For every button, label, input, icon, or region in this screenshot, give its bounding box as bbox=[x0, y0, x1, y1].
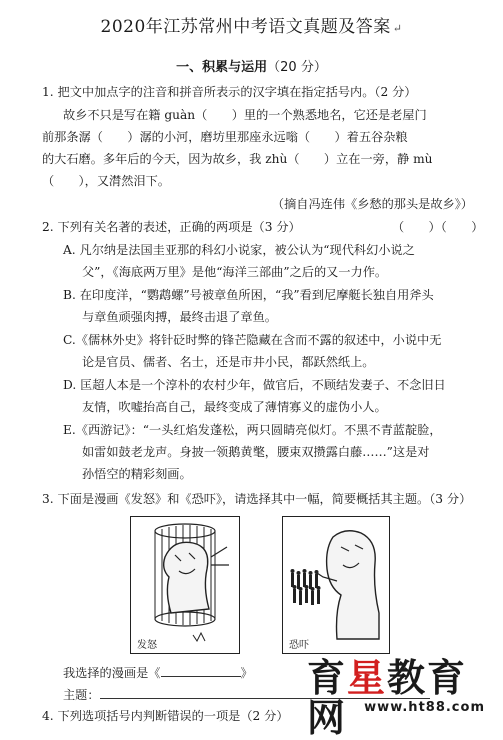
q1-source: （摘自冯连伟《乡愁的那头是故乡》） bbox=[271, 197, 473, 211]
cartoon-anger-caption: 发怒 bbox=[137, 640, 157, 651]
q1-stem: 1. 把文中加点字的注音和拼音所表示的汉字填在指定括号内。（2 分） bbox=[42, 85, 417, 99]
paragraph-mark-icon: ↵ bbox=[392, 22, 403, 35]
cartoon-threat-drawing bbox=[283, 517, 389, 653]
watermark-brand bbox=[307, 658, 497, 738]
q2-option-c-line-2: 论是官员、儒者、名士，还是市井小民，都跃然纸上。 bbox=[82, 355, 375, 369]
cartoon-anger-drawing bbox=[131, 517, 239, 653]
q2-option-e-line-1: E.《西游记》：“一头红焰发蓬松，两只圆睛亮似灯。不黑不青蓝靛脸， bbox=[63, 423, 442, 437]
q2-option-e-line-2: 如雷如鼓老龙声。身披一领鹅黄氅，腰束双攒露白藤……”这是对 bbox=[82, 445, 430, 459]
cartoon-pair bbox=[130, 516, 390, 654]
q2-option-c-line-1: C.《儒林外史》将针砭时弊的锋芒隐藏在含而不露的叙述中，小说中无 bbox=[63, 333, 442, 347]
q1-passage-line-1: 故乡不只是写在籍 guàn（ ）里的一个熟悉地名，它还是老屋门 bbox=[63, 108, 427, 122]
q2-stem: 2. 下列有关名著的表述，正确的两项是（3 分） bbox=[42, 220, 301, 234]
site-watermark bbox=[307, 656, 497, 740]
q1-passage-line-4: （ ），又潸然泪下。 bbox=[42, 174, 170, 188]
watermark-brand-star: 星 bbox=[347, 656, 388, 700]
q3-theme-label: 主题： bbox=[63, 688, 100, 702]
watermark-url: www.ht88.com bbox=[364, 700, 485, 715]
q2-option-b-line-1: B. 在印度洋，“鹦鹉螺”号被章鱼所困，“我”看到尼摩艇长独自用斧头 bbox=[63, 288, 434, 302]
q2-option-e-line-3: 孙悟空的精彩刻画。 bbox=[82, 467, 192, 481]
q1-passage-line-3: 的大石磨。多年后的今天，因为故乡，我 zhù（ ）立在一旁，静 mù bbox=[42, 152, 433, 166]
q3-choice-close: 》 bbox=[240, 666, 253, 680]
q3-choice-row bbox=[63, 664, 253, 681]
cartoon-threat-caption: 恐吓 bbox=[289, 640, 309, 651]
doc-title-text: 2020年江苏常州中考语文真题及答案 bbox=[100, 17, 391, 37]
q3-stem: 3. 下面是漫画《发怒》和《恐吓》，请选择其中一幅，简要概括其主题。（3 分） bbox=[42, 492, 472, 506]
q2-option-b-line-2: 与章鱼顽强肉搏，最终击退了章鱼。 bbox=[82, 310, 277, 324]
section-heading bbox=[0, 56, 503, 75]
q3-choice-label: 我选择的漫画是《 bbox=[63, 666, 161, 680]
q2-option-a-line-1: A. 凡尔纳是法国圭亚那的科幻小说家，被公认为“现代科幻小说之 bbox=[63, 243, 415, 257]
section-points: （20 分） bbox=[267, 60, 327, 75]
q3-choice-blank[interactable] bbox=[161, 664, 241, 677]
q2-option-d-line-1: D. 匡超人本是一个淳朴的农村少年，做官后，不顾结发妻子、不念旧日 bbox=[63, 378, 446, 392]
q2-answer-blanks[interactable]: （ ）（ ） bbox=[392, 220, 484, 234]
q1-passage-line-2: 前那条潺（ ）潺的小河，磨坊里那座永远嗡（ ）着五谷杂粮 bbox=[42, 130, 408, 144]
watermark-brand-part-1: 育 bbox=[307, 656, 348, 700]
q2-option-a-line-2: 父”，《海底两万里》是他“海洋三部曲”之后的又一力作。 bbox=[82, 265, 388, 279]
q4-stem: 4. 下列选项括号内判断错误的一项是（2 分） bbox=[42, 709, 289, 723]
cartoon-anger bbox=[130, 516, 240, 654]
cartoon-threat bbox=[282, 516, 390, 654]
doc-title bbox=[0, 12, 503, 37]
watermark-brand-part-2: 教育网 bbox=[307, 656, 468, 740]
section-heading-text: 一、积累与运用 bbox=[176, 60, 268, 75]
q2-option-d-line-2: 友情，吹嘘抬高自己，最终变成了薄情寡义的虚伪小人。 bbox=[82, 400, 387, 414]
